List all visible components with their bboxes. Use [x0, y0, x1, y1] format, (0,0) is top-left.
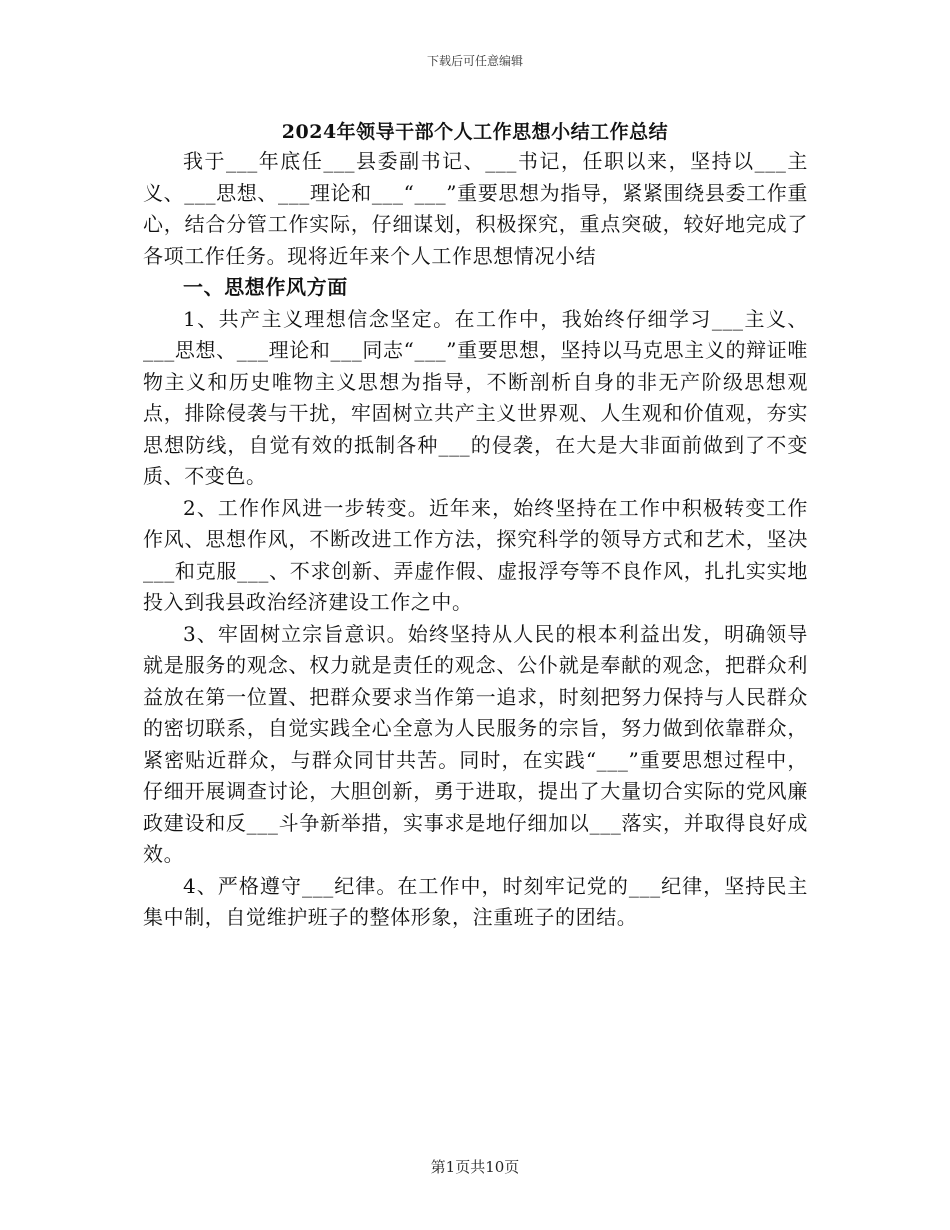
item-paragraph-3: 3、牢固树立宗旨意识。始终坚持从人民的根本利益出发，明确领导就是服务的观念、权力就是责任的观念、公仆就是奉献的观念，把群众利益放在第一位置、把群众要求当作第一追求，时刻把努力保持与人民群众的密切联系，自觉实践全心全意为人民服务的宗旨，努力做到依靠群众，紧密贴近群众，与群众同甘共苦。同时，在实践“___”重要思想过程中，仔细开展调查讨论，大胆创新，勇于进取，提出了大量切合实际的党风廉政建设和反___斗争新举措，实事求是地仔细加以___落实，并取得良好成效。 [143, 621, 808, 866]
item-paragraph-1: 1、共产主义理想信念坚定。在工作中，我始终仔细学习___主义、___思想、___理论和___同志“___”重要思想，坚持以马克思主义的辩证唯物主义和历史唯物主义思想为指导，不断剖析自身的非无产阶级思想观点，排除侵袭与干扰，牢固树立共产主义世界观、人生观和价值观，夯实思想防线，自觉有效的抵制各种___的侵袭，在大是大非面前做到了不变质、不变色。 [143, 306, 808, 488]
page-header-note: 下载后可任意编辑 [426, 54, 523, 68]
page-number-footer: 第1页共10页 [430, 1158, 520, 1176]
section-heading: 一、思想作风方面 [183, 275, 348, 299]
document-title: 2024年领导干部个人工作思想小结工作总结 [281, 121, 669, 143]
document-body [143, 146, 808, 934]
intro-paragraph: 我于___年底任___县委副书记、___书记，任职以来，坚持以___主义、___思想、___理论和___“___”重要思想为指导，紧紧围绕县委工作重心，结合分管工作实际，仔细谋划，积极探究，重点突破，较好地完成了各项工作任务。现将近年来个人工作思想情况小结 [143, 149, 808, 268]
item-paragraph-2: 2、工作作风进一步转变。近年来，始终坚持在工作中积极转变工作作风、思想作风，不断改进工作方法，探究科学的领导方式和艺术，坚决___和克服___、不求创新、弄虚作假、虚报浮夸等不良作风，扎扎实实地投入到我县政治经济建设工作之中。 [143, 495, 808, 614]
item-paragraph-4: 4、严格遵守___纪律。在工作中，时刻牢记党的___纪律，坚持民主集中制，自觉维护班子的整体形象，注重班子的团结。 [143, 873, 808, 929]
